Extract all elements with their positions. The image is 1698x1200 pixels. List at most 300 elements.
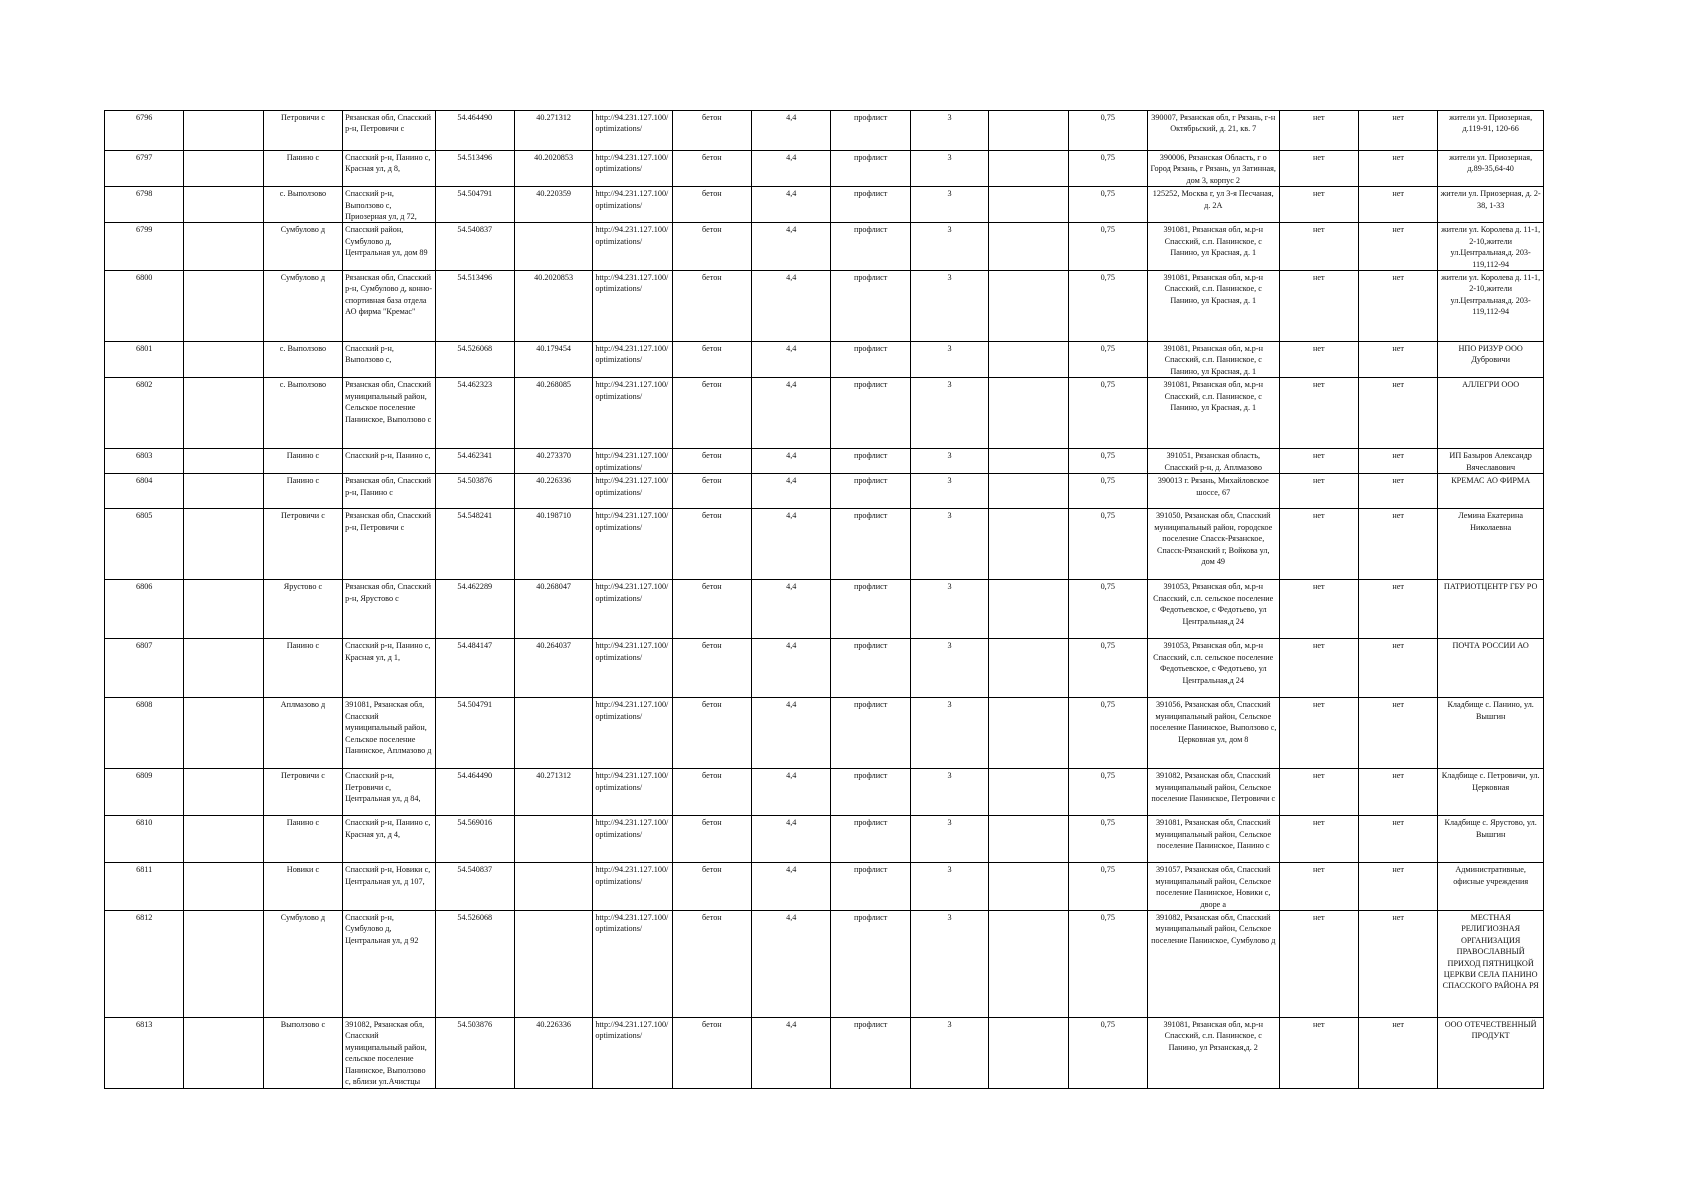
table-row xyxy=(105,509,1544,580)
cell-latitude: 54.526068 xyxy=(435,910,514,1017)
cell-fence: профлист xyxy=(831,223,910,271)
cell-flag-b: нет xyxy=(1358,816,1437,863)
cell-surface: бетон xyxy=(672,580,751,639)
cell-container-count: 3 xyxy=(910,863,988,911)
cell-flag-a: нет xyxy=(1279,342,1358,378)
cell-link[interactable]: http://94.231.127.100/optimizations/ xyxy=(593,378,672,449)
cell-surface: бетон xyxy=(672,816,751,863)
cell-area: 4,4 xyxy=(752,151,831,187)
cell-owner-address: 391081, Рязанская обл, м.р-н Спасский, с.п. Панинское, с Панино, ул Красная, д. 1 xyxy=(1147,223,1279,271)
cell-address: Спасский р-н, Петровичи с, Центральная ул, д 84, xyxy=(343,769,435,816)
cell-flag-a: нет xyxy=(1279,698,1358,769)
cell-empty-col xyxy=(184,910,263,1017)
cell-empty-col2 xyxy=(989,863,1068,911)
cell-settlement: с. Выползово xyxy=(263,378,342,449)
cell-volume: 0,75 xyxy=(1068,863,1147,911)
cell-empty-col xyxy=(184,223,263,271)
cell-address: Рязанская обл, Спасский р-н, Ярустово с xyxy=(343,580,435,639)
cell-address: Спасский р-н, Панино с, Красная ул, д 8, xyxy=(343,151,435,187)
cell-address: Рязанская обл, Спасский р-н, Петровичи с xyxy=(343,509,435,580)
table-row xyxy=(105,223,1544,271)
cell-latitude: 54.503876 xyxy=(435,1017,514,1088)
cell-flag-a: нет xyxy=(1279,449,1358,474)
cell-container-count: 3 xyxy=(910,271,988,342)
cell-container-count: 3 xyxy=(910,378,988,449)
cell-link[interactable]: http://94.231.127.100/optimizations/ xyxy=(593,639,672,698)
cell-address: Рязанская обл, Спасский муниципальный район, Сельское поселение Панинское, Выползово с xyxy=(343,378,435,449)
cell-row-number: 6806 xyxy=(105,580,184,639)
cell-settlement: Аплмазово д xyxy=(263,698,342,769)
table-row xyxy=(105,698,1544,769)
cell-latitude: 54.462289 xyxy=(435,580,514,639)
cell-empty-col xyxy=(184,769,263,816)
cell-link[interactable]: http://94.231.127.100/optimizations/ xyxy=(593,111,672,151)
cell-empty-col2 xyxy=(989,580,1068,639)
cell-empty-col xyxy=(184,816,263,863)
cell-empty-col xyxy=(184,698,263,769)
cell-link[interactable]: http://94.231.127.100/optimizations/ xyxy=(593,698,672,769)
cell-served-entities: жители ул. Приозерная, д.89-35,64-40 xyxy=(1438,151,1544,187)
cell-latitude: 54.548241 xyxy=(435,509,514,580)
cell-served-entities: Лемина Екатерина Николаевна xyxy=(1438,509,1544,580)
cell-row-number: 6796 xyxy=(105,111,184,151)
cell-fence: профлист xyxy=(831,580,910,639)
cell-empty-col2 xyxy=(989,449,1068,474)
cell-address: 391082, Рязанская обл, Спасский муниципальный район, сельское поселение Панинское, Выползово с, вблизи ул.Ачистцы xyxy=(343,1017,435,1088)
cell-flag-b: нет xyxy=(1358,639,1437,698)
cell-area: 4,4 xyxy=(752,580,831,639)
cell-row-number: 6802 xyxy=(105,378,184,449)
cell-owner-address: 391057, Рязанская обл, Спасский муниципальный район, Сельское поселение Панинское, Новики с, дворе а xyxy=(1147,863,1279,911)
cell-latitude: 54.526068 xyxy=(435,342,514,378)
cell-flag-a: нет xyxy=(1279,271,1358,342)
cell-address: Спасский р-н, Панино с, Красная ул, д 1, xyxy=(343,639,435,698)
cell-flag-b: нет xyxy=(1358,223,1437,271)
cell-link[interactable]: http://94.231.127.100/optimizations/ xyxy=(593,1017,672,1088)
cell-flag-a: нет xyxy=(1279,580,1358,639)
cell-longitude: 40.198710 xyxy=(514,509,592,580)
cell-surface: бетон xyxy=(672,111,751,151)
cell-container-count: 3 xyxy=(910,111,988,151)
cell-owner-address: 390006, Рязанская Область, г о Город Рязань, г Рязань, ул Затинная, дом 3, корпус 2 xyxy=(1147,151,1279,187)
cell-fence: профлист xyxy=(831,111,910,151)
cell-served-entities: жители ул. Приозерная, д.119-91, 120-66 xyxy=(1438,111,1544,151)
cell-surface: бетон xyxy=(672,449,751,474)
cell-row-number: 6807 xyxy=(105,639,184,698)
cell-row-number: 6809 xyxy=(105,769,184,816)
cell-flag-b: нет xyxy=(1358,271,1437,342)
cell-served-entities: жители ул. Королева д. 11-1, 2-10,жители ул.Центральная,д. 203-119,112-94 xyxy=(1438,223,1544,271)
cell-surface: бетон xyxy=(672,271,751,342)
cell-area: 4,4 xyxy=(752,698,831,769)
cell-area: 4,4 xyxy=(752,271,831,342)
cell-container-count: 3 xyxy=(910,1017,988,1088)
cell-served-entities: Административные, офисные учреждения xyxy=(1438,863,1544,911)
cell-empty-col2 xyxy=(989,378,1068,449)
cell-volume: 0,75 xyxy=(1068,474,1147,509)
cell-fence: профлист xyxy=(831,863,910,911)
cell-empty-col2 xyxy=(989,639,1068,698)
cell-address: Спасский р-н, Выползово с, Приозерная ул, д 72, xyxy=(343,187,435,223)
cell-longitude xyxy=(514,223,592,271)
cell-settlement: Сумбулово д xyxy=(263,271,342,342)
cell-volume: 0,75 xyxy=(1068,1017,1147,1088)
cell-container-count: 3 xyxy=(910,580,988,639)
cell-row-number: 6813 xyxy=(105,1017,184,1088)
cell-empty-col xyxy=(184,1017,263,1088)
cell-container-count: 3 xyxy=(910,698,988,769)
cell-empty-col xyxy=(184,271,263,342)
cell-owner-address: 391081, Рязанская обл, Спасский муниципальный район, Сельское поселение Панинское, Панино с xyxy=(1147,816,1279,863)
cell-flag-a: нет xyxy=(1279,111,1358,151)
cell-longitude: 40.268047 xyxy=(514,580,592,639)
cell-link[interactable]: http://94.231.127.100/optimizations/ xyxy=(593,580,672,639)
cell-served-entities: жители ул. Приозерная, д. 2-38, 1-33 xyxy=(1438,187,1544,223)
cell-volume: 0,75 xyxy=(1068,910,1147,1017)
cell-empty-col xyxy=(184,474,263,509)
table-row xyxy=(105,271,1544,342)
cell-address: Рязанская обл, Спасский р-н, Петровичи с xyxy=(343,111,435,151)
cell-flag-b: нет xyxy=(1358,580,1437,639)
cell-area: 4,4 xyxy=(752,769,831,816)
cell-longitude: 40.226336 xyxy=(514,1017,592,1088)
cell-owner-address: 391050, Рязанская обл, Спасский муниципальный район, городское поселение Спасск-Рязанское, Спасск-Рязанский г, Войкова ул, дом 49 xyxy=(1147,509,1279,580)
cell-surface: бетон xyxy=(672,187,751,223)
cell-row-number: 6801 xyxy=(105,342,184,378)
cell-area: 4,4 xyxy=(752,378,831,449)
table-row xyxy=(105,863,1544,911)
cell-volume: 0,75 xyxy=(1068,639,1147,698)
table-row xyxy=(105,639,1544,698)
cell-row-number: 6811 xyxy=(105,863,184,911)
cell-area: 4,4 xyxy=(752,223,831,271)
cell-flag-b: нет xyxy=(1358,151,1437,187)
cell-owner-address: 391082, Рязанская обл, Спасский муниципальный район, Сельское поселение Панинское, Сумбулово д xyxy=(1147,910,1279,1017)
cell-settlement: Сумбулово д xyxy=(263,910,342,1017)
cell-empty-col2 xyxy=(989,509,1068,580)
cell-volume: 0,75 xyxy=(1068,449,1147,474)
cell-volume: 0,75 xyxy=(1068,271,1147,342)
cell-longitude: 40.271312 xyxy=(514,111,592,151)
cell-area: 4,4 xyxy=(752,816,831,863)
cell-flag-b: нет xyxy=(1358,910,1437,1017)
cell-link[interactable]: http://94.231.127.100/optimizations/ xyxy=(593,342,672,378)
cell-volume: 0,75 xyxy=(1068,698,1147,769)
cell-link[interactable]: http://94.231.127.100/optimizations/ xyxy=(593,910,672,1017)
cell-settlement: Панино с xyxy=(263,449,342,474)
cell-address: Спасский р-н, Сумбулово д, Центральная ул, д 92 xyxy=(343,910,435,1017)
cell-flag-a: нет xyxy=(1279,187,1358,223)
cell-address: Спасский р-н, Панино с, xyxy=(343,449,435,474)
cell-surface: бетон xyxy=(672,342,751,378)
cell-surface: бетон xyxy=(672,863,751,911)
cell-latitude: 54.513496 xyxy=(435,151,514,187)
cell-flag-a: нет xyxy=(1279,863,1358,911)
cell-empty-col xyxy=(184,639,263,698)
cell-settlement: Петровичи с xyxy=(263,509,342,580)
cell-row-number: 6808 xyxy=(105,698,184,769)
cell-longitude xyxy=(514,910,592,1017)
cell-settlement: Сумбулово д xyxy=(263,223,342,271)
cell-flag-a: нет xyxy=(1279,639,1358,698)
cell-owner-address: 125252, Москва г, ул 3-я Песчаная, д. 2А xyxy=(1147,187,1279,223)
cell-settlement: Петровичи с xyxy=(263,769,342,816)
cell-latitude: 54.569016 xyxy=(435,816,514,863)
cell-empty-col xyxy=(184,187,263,223)
cell-flag-a: нет xyxy=(1279,378,1358,449)
cell-owner-address: 391081, Рязанская обл, м.р-н Спасский, с.п. Панинское, с Панино, ул Красная, д. 1 xyxy=(1147,378,1279,449)
cell-longitude: 40.271312 xyxy=(514,769,592,816)
cell-longitude: 40.2020853 xyxy=(514,151,592,187)
cell-row-number: 6799 xyxy=(105,223,184,271)
cell-served-entities: Кладбище с. Петровичи, ул. Церковная xyxy=(1438,769,1544,816)
cell-settlement: Панино с xyxy=(263,639,342,698)
table-row xyxy=(105,769,1544,816)
cell-fence: профлист xyxy=(831,816,910,863)
cell-flag-b: нет xyxy=(1358,1017,1437,1088)
cell-fence: профлист xyxy=(831,342,910,378)
cell-link[interactable]: http://94.231.127.100/optimizations/ xyxy=(593,863,672,911)
cell-row-number: 6812 xyxy=(105,910,184,1017)
cell-served-entities: ИП Базыров Александр Вячеславович xyxy=(1438,449,1544,474)
cell-row-number: 6798 xyxy=(105,187,184,223)
cell-served-entities: Кладбище с. Ярустово, ул. Вышгин xyxy=(1438,816,1544,863)
cell-container-count: 3 xyxy=(910,151,988,187)
cell-area: 4,4 xyxy=(752,1017,831,1088)
cell-volume: 0,75 xyxy=(1068,111,1147,151)
cell-latitude: 54.504791 xyxy=(435,187,514,223)
cell-empty-col2 xyxy=(989,816,1068,863)
cell-link[interactable]: http://94.231.127.100/optimizations/ xyxy=(593,474,672,509)
cell-settlement: с. Выползово xyxy=(263,342,342,378)
cell-surface: бетон xyxy=(672,698,751,769)
cell-surface: бетон xyxy=(672,223,751,271)
cell-address: Рязанская обл, Спасский р-н, Сумбулово д, конно-спортивная база отдела АО фирма "Кремас" xyxy=(343,271,435,342)
cell-empty-col2 xyxy=(989,111,1068,151)
cell-row-number: 6804 xyxy=(105,474,184,509)
cell-surface: бетон xyxy=(672,639,751,698)
cell-address: Рязанская обл, Спасский р-н, Панино с xyxy=(343,474,435,509)
cell-longitude: 40.179454 xyxy=(514,342,592,378)
cell-row-number: 6797 xyxy=(105,151,184,187)
cell-flag-a: нет xyxy=(1279,474,1358,509)
cell-fence: профлист xyxy=(831,151,910,187)
cell-served-entities: АЛЛЕГРИ ООО xyxy=(1438,378,1544,449)
table-row xyxy=(105,111,1544,151)
cell-served-entities: ООО ОТЕЧЕСТВЕННЫЙ ПРОДУКТ xyxy=(1438,1017,1544,1088)
cell-link[interactable]: http://94.231.127.100/optimizations/ xyxy=(593,449,672,474)
table-row xyxy=(105,580,1544,639)
cell-owner-address: 391081, Рязанская обл, м.р-н Спасский, с.п. Панинское, с Панино, ул Красная, д. 1 xyxy=(1147,271,1279,342)
cell-empty-col xyxy=(184,509,263,580)
cell-flag-b: нет xyxy=(1358,769,1437,816)
cell-flag-a: нет xyxy=(1279,151,1358,187)
cell-volume: 0,75 xyxy=(1068,509,1147,580)
cell-settlement: Панино с xyxy=(263,816,342,863)
cell-surface: бетон xyxy=(672,509,751,580)
cell-container-count: 3 xyxy=(910,223,988,271)
cell-served-entities: НПО РИЗУР ООО Дубровичи xyxy=(1438,342,1544,378)
cell-owner-address: 390013 г. Рязань, Михайловское шоссе, 67 xyxy=(1147,474,1279,509)
cell-longitude xyxy=(514,698,592,769)
cell-owner-address: 391053, Рязанская обл, м.р-н Спасский, с.п. сельское поселение Федотьевское, с Федотьево, ул Центральная,д 24 xyxy=(1147,580,1279,639)
cell-link[interactable]: http://94.231.127.100/optimizations/ xyxy=(593,151,672,187)
cell-volume: 0,75 xyxy=(1068,187,1147,223)
cell-flag-a: нет xyxy=(1279,910,1358,1017)
cell-container-count: 3 xyxy=(910,639,988,698)
cell-address: Спасский район, Сумбулово д, Центральная ул, дом 89 xyxy=(343,223,435,271)
cell-empty-col xyxy=(184,580,263,639)
cell-surface: бетон xyxy=(672,769,751,816)
cell-link[interactable]: http://94.231.127.100/optimizations/ xyxy=(593,769,672,816)
cell-container-count: 3 xyxy=(910,449,988,474)
cell-flag-a: нет xyxy=(1279,769,1358,816)
cell-longitude: 40.226336 xyxy=(514,474,592,509)
cell-volume: 0,75 xyxy=(1068,580,1147,639)
cell-empty-col2 xyxy=(989,342,1068,378)
cell-link[interactable]: http://94.231.127.100/optimizations/ xyxy=(593,816,672,863)
cell-surface: бетон xyxy=(672,474,751,509)
cell-empty-col xyxy=(184,342,263,378)
cell-flag-a: нет xyxy=(1279,223,1358,271)
cell-settlement: Новики с xyxy=(263,863,342,911)
cell-volume: 0,75 xyxy=(1068,151,1147,187)
cell-latitude: 54.462341 xyxy=(435,449,514,474)
cell-fence: профлист xyxy=(831,187,910,223)
cell-empty-col2 xyxy=(989,271,1068,342)
table-row xyxy=(105,1017,1544,1088)
cell-address: 391081, Рязанская обл, Спасский муниципальный район, Сельское поселение Панинское, Аплмазово д xyxy=(343,698,435,769)
cell-empty-col xyxy=(184,378,263,449)
cell-latitude: 54.513496 xyxy=(435,271,514,342)
cell-longitude: 40.220359 xyxy=(514,187,592,223)
cell-link[interactable]: http://94.231.127.100/optimizations/ xyxy=(593,223,672,271)
cell-row-number: 6800 xyxy=(105,271,184,342)
cell-empty-col2 xyxy=(989,910,1068,1017)
cell-area: 4,4 xyxy=(752,449,831,474)
cell-served-entities: ПАТРИОТЦЕНТР ГБУ РО xyxy=(1438,580,1544,639)
cell-owner-address: 391082, Рязанская обл, Спасский муниципальный район, Сельское поселение Панинское, Петровичи с xyxy=(1147,769,1279,816)
table-row xyxy=(105,342,1544,378)
cell-settlement: Панино с xyxy=(263,151,342,187)
cell-settlement: с. Выползово xyxy=(263,187,342,223)
cell-longitude: 40.2020853 xyxy=(514,271,592,342)
cell-surface: бетон xyxy=(672,378,751,449)
cell-latitude: 54.540837 xyxy=(435,223,514,271)
cell-fence: профлист xyxy=(831,474,910,509)
cell-link[interactable]: http://94.231.127.100/optimizations/ xyxy=(593,187,672,223)
cell-area: 4,4 xyxy=(752,910,831,1017)
cell-fence: профлист xyxy=(831,449,910,474)
cell-owner-address: 390007, Рязанская обл, г Рязань, г-н Октябрьский, д. 21, кв. 7 xyxy=(1147,111,1279,151)
cell-fence: профлист xyxy=(831,378,910,449)
cell-surface: бетон xyxy=(672,910,751,1017)
cell-area: 4,4 xyxy=(752,342,831,378)
cell-empty-col2 xyxy=(989,769,1068,816)
cell-served-entities: МЕСТНАЯ РЕЛИГИОЗНАЯ ОРГАНИЗАЦИЯ ПРАВОСЛАВНЫЙ ПРИХОД ПЯТНИЦКОЙ ЦЕРКВИ СЕЛА ПАНИНО СПАССКОГО РАЙОНА РЯ xyxy=(1438,910,1544,1017)
cell-container-count: 3 xyxy=(910,769,988,816)
table-row xyxy=(105,910,1544,1017)
cell-empty-col xyxy=(184,151,263,187)
cell-served-entities: ПОЧТА РОССИИ АО xyxy=(1438,639,1544,698)
cell-flag-b: нет xyxy=(1358,863,1437,911)
cell-latitude: 54.503876 xyxy=(435,474,514,509)
cell-fence: профлист xyxy=(831,1017,910,1088)
cell-longitude: 40.273370 xyxy=(514,449,592,474)
cell-settlement: Ярустово с xyxy=(263,580,342,639)
cell-link[interactable]: http://94.231.127.100/optimizations/ xyxy=(593,509,672,580)
cell-flag-b: нет xyxy=(1358,342,1437,378)
cell-container-count: 3 xyxy=(910,816,988,863)
cell-empty-col xyxy=(184,863,263,911)
cell-fence: профлист xyxy=(831,271,910,342)
cell-area: 4,4 xyxy=(752,187,831,223)
table-row xyxy=(105,474,1544,509)
cell-flag-b: нет xyxy=(1358,698,1437,769)
cell-area: 4,4 xyxy=(752,863,831,911)
table-row xyxy=(105,449,1544,474)
cell-flag-a: нет xyxy=(1279,1017,1358,1088)
cell-owner-address: 391081, Рязанская обл, м.р-н Спасский, с.п. Панинское, с Панино, ул Красная, д. 1 xyxy=(1147,342,1279,378)
cell-area: 4,4 xyxy=(752,509,831,580)
cell-flag-a: нет xyxy=(1279,816,1358,863)
cell-row-number: 6805 xyxy=(105,509,184,580)
cell-row-number: 6803 xyxy=(105,449,184,474)
table-body xyxy=(105,111,1544,1089)
cell-fence: профлист xyxy=(831,509,910,580)
cell-fence: профлист xyxy=(831,698,910,769)
cell-settlement: Панино с xyxy=(263,474,342,509)
cell-row-number: 6810 xyxy=(105,816,184,863)
cell-empty-col xyxy=(184,449,263,474)
cell-link[interactable]: http://94.231.127.100/optimizations/ xyxy=(593,271,672,342)
cell-longitude xyxy=(514,863,592,911)
cell-owner-address: 391081, Рязанская обл, м.р-н Спасский, с.п. Панинское, с Панино, ул Рязанская,д. 2 xyxy=(1147,1017,1279,1088)
cell-volume: 0,75 xyxy=(1068,223,1147,271)
table-row xyxy=(105,187,1544,223)
table-row xyxy=(105,151,1544,187)
cell-address: Спасский р-н, Панино с, Красная ул, д 4, xyxy=(343,816,435,863)
cell-longitude xyxy=(514,816,592,863)
cell-latitude: 54.462323 xyxy=(435,378,514,449)
cell-flag-b: нет xyxy=(1358,509,1437,580)
cell-address: Спасский р-н, Выползово с, xyxy=(343,342,435,378)
cell-fence: профлист xyxy=(831,769,910,816)
cell-container-count: 3 xyxy=(910,910,988,1017)
cell-owner-address: 391053, Рязанская обл, м.р-н Спасский, с.п. сельское поселение Федотьевское, с Федотьево, ул Центральная,д 24 xyxy=(1147,639,1279,698)
cell-empty-col2 xyxy=(989,223,1068,271)
cell-empty-col2 xyxy=(989,474,1068,509)
cell-volume: 0,75 xyxy=(1068,378,1147,449)
cell-empty-col2 xyxy=(989,698,1068,769)
cell-fence: профлист xyxy=(831,639,910,698)
cell-flag-b: нет xyxy=(1358,449,1437,474)
cell-container-count: 3 xyxy=(910,474,988,509)
cell-latitude: 54.484147 xyxy=(435,639,514,698)
cell-empty-col xyxy=(184,111,263,151)
cell-longitude: 40.268085 xyxy=(514,378,592,449)
cell-volume: 0,75 xyxy=(1068,769,1147,816)
cell-flag-b: нет xyxy=(1358,187,1437,223)
cell-flag-b: нет xyxy=(1358,378,1437,449)
cell-served-entities: жители ул. Королева д. 11-1, 2-10,жители ул.Центральная,д. 203-119,112-94 xyxy=(1438,271,1544,342)
cell-area: 4,4 xyxy=(752,474,831,509)
cell-longitude: 40.264037 xyxy=(514,639,592,698)
cell-fence: профлист xyxy=(831,910,910,1017)
cell-served-entities: КРЕМАС АО ФИРМА xyxy=(1438,474,1544,509)
cell-container-count: 3 xyxy=(910,187,988,223)
cell-owner-address: 391056, Рязанская обл, Спасский муниципальный район, Сельское поселение Панинское, Выползово с, Церковная ул, дом 8 xyxy=(1147,698,1279,769)
